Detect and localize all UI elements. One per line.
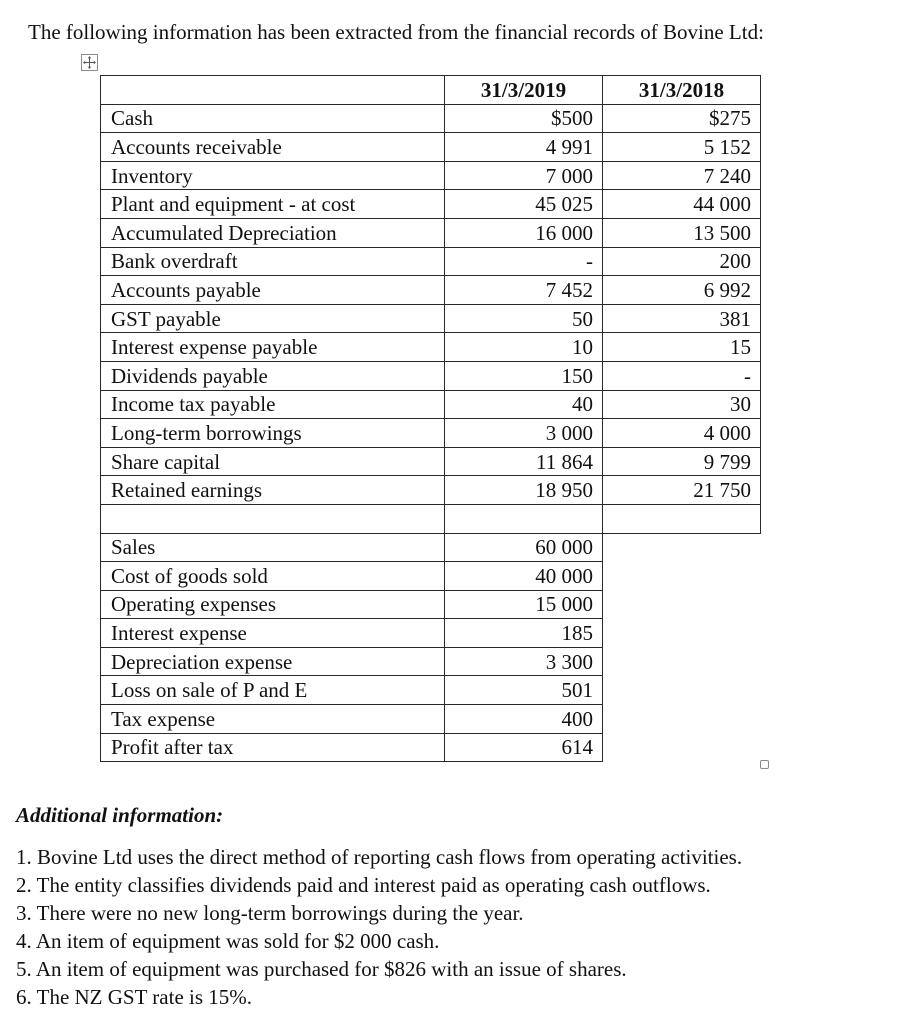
empty-cell — [603, 619, 761, 648]
value-2019: 400 — [445, 705, 603, 734]
intro-text: The following information has been extracted from the financial records of Bovine Ltd: — [28, 20, 764, 44]
value-2019: $500 — [445, 104, 603, 133]
additional-information — [16, 801, 916, 1011]
empty-cell — [603, 533, 761, 562]
table-row — [101, 533, 761, 562]
value-2019: 7 452 — [445, 276, 603, 305]
table-row — [101, 590, 761, 619]
row-label: Interest expense payable — [101, 333, 445, 362]
table-resize-handle-icon[interactable] — [760, 760, 769, 769]
value-2019: 15 000 — [445, 590, 603, 619]
empty-cell — [603, 705, 761, 734]
value-2019: 40 000 — [445, 562, 603, 591]
value-2018: 44 000 — [603, 190, 761, 219]
header-label-cell — [101, 76, 445, 105]
row-label: Operating expenses — [101, 590, 445, 619]
value-2019: 45 025 — [445, 190, 603, 219]
value-2019: 18 950 — [445, 476, 603, 505]
empty-cell — [603, 562, 761, 591]
row-label: Inventory — [101, 161, 445, 190]
row-label: Dividends payable — [101, 361, 445, 390]
value-2019: 501 — [445, 676, 603, 705]
table-row — [101, 447, 761, 476]
table-row — [101, 476, 761, 505]
table-row — [101, 705, 761, 734]
value-2018: 7 240 — [603, 161, 761, 190]
value-2019: 150 — [445, 361, 603, 390]
row-label: Share capital — [101, 447, 445, 476]
value-2019: 614 — [445, 733, 603, 762]
list-item: 5. An item of equipment was purchased for $826 with an issue of shares. — [16, 957, 627, 981]
list-item: 4. An item of equipment was sold for $2 000 cash. — [16, 929, 440, 953]
table-row — [101, 647, 761, 676]
value-2019: 4 991 — [445, 133, 603, 162]
list-item: 1. Bovine Ltd uses the direct method of reporting cash flows from operating activities. — [16, 845, 743, 869]
table-row — [101, 104, 761, 133]
value-2018: 6 992 — [603, 276, 761, 305]
value-2018: 5 152 — [603, 133, 761, 162]
row-label: Profit after tax — [101, 733, 445, 762]
spacer-section — [101, 504, 761, 533]
value-2019: 3 000 — [445, 419, 603, 448]
row-label: GST payable — [101, 304, 445, 333]
row-label: Accumulated Depreciation — [101, 218, 445, 247]
row-label: Interest expense — [101, 619, 445, 648]
row-label: Loss on sale of P and E — [101, 676, 445, 705]
row-label: Cash — [101, 104, 445, 133]
table-row — [101, 276, 761, 305]
row-label: Depreciation expense — [101, 647, 445, 676]
table-row — [101, 133, 761, 162]
table-row — [101, 361, 761, 390]
income-section — [101, 533, 761, 762]
row-label: Cost of goods sold — [101, 562, 445, 591]
table-row — [101, 619, 761, 648]
value-2018: $275 — [603, 104, 761, 133]
value-2018: 9 799 — [603, 447, 761, 476]
table-row — [101, 190, 761, 219]
value-2018: 200 — [603, 247, 761, 276]
table-move-handle-icon[interactable] — [81, 54, 98, 71]
value-2018: 4 000 — [603, 419, 761, 448]
value-2019: 16 000 — [445, 218, 603, 247]
value-2019: 60 000 — [445, 533, 603, 562]
spacer-row — [101, 504, 761, 533]
empty-cell — [603, 733, 761, 762]
balance-section — [101, 104, 761, 504]
table-row — [101, 390, 761, 419]
table-row — [101, 161, 761, 190]
value-2019: 3 300 — [445, 647, 603, 676]
row-label: Retained earnings — [101, 476, 445, 505]
row-label: Sales — [101, 533, 445, 562]
value-2019: 40 — [445, 390, 603, 419]
row-label: Bank overdraft — [101, 247, 445, 276]
additional-heading: Additional information: — [16, 803, 224, 827]
spacer-cell — [101, 504, 445, 533]
value-2018: 381 — [603, 304, 761, 333]
value-2019: 185 — [445, 619, 603, 648]
row-label: Income tax payable — [101, 390, 445, 419]
value-2019: 10 — [445, 333, 603, 362]
empty-cell — [603, 676, 761, 705]
table-row — [101, 218, 761, 247]
list-item: 3. There were no new long-term borrowings during the year. — [16, 901, 524, 925]
list-item: 6. The NZ GST rate is 15%. — [16, 985, 253, 1009]
header-2019: 31/3/2019 — [445, 76, 603, 105]
table-row — [101, 304, 761, 333]
additional-list — [16, 843, 916, 1011]
spacer-cell — [603, 504, 761, 533]
financial-table — [100, 75, 761, 762]
value-2019: 11 864 — [445, 447, 603, 476]
spacer-cell — [445, 504, 603, 533]
empty-cell — [603, 647, 761, 676]
row-label: Accounts receivable — [101, 133, 445, 162]
value-2019: 7 000 — [445, 161, 603, 190]
value-2018: - — [603, 361, 761, 390]
value-2019: - — [445, 247, 603, 276]
row-label: Plant and equipment - at cost — [101, 190, 445, 219]
value-2018: 30 — [603, 390, 761, 419]
value-2018: 21 750 — [603, 476, 761, 505]
value-2019: 50 — [445, 304, 603, 333]
table-row — [101, 562, 761, 591]
row-label: Tax expense — [101, 705, 445, 734]
table-row — [101, 247, 761, 276]
list-item: 2. The entity classifies dividends paid and interest paid as operating cash outflows. — [16, 873, 711, 897]
table-header-row — [101, 76, 761, 105]
value-2018: 13 500 — [603, 218, 761, 247]
header-2018: 31/3/2018 — [603, 76, 761, 105]
value-2018: 15 — [603, 333, 761, 362]
move-arrows-icon — [82, 55, 97, 70]
table-row — [101, 333, 761, 362]
table-row — [101, 733, 761, 762]
empty-cell — [603, 590, 761, 619]
row-label: Accounts payable — [101, 276, 445, 305]
row-label: Long-term borrowings — [101, 419, 445, 448]
table-row — [101, 676, 761, 705]
table-row — [101, 419, 761, 448]
